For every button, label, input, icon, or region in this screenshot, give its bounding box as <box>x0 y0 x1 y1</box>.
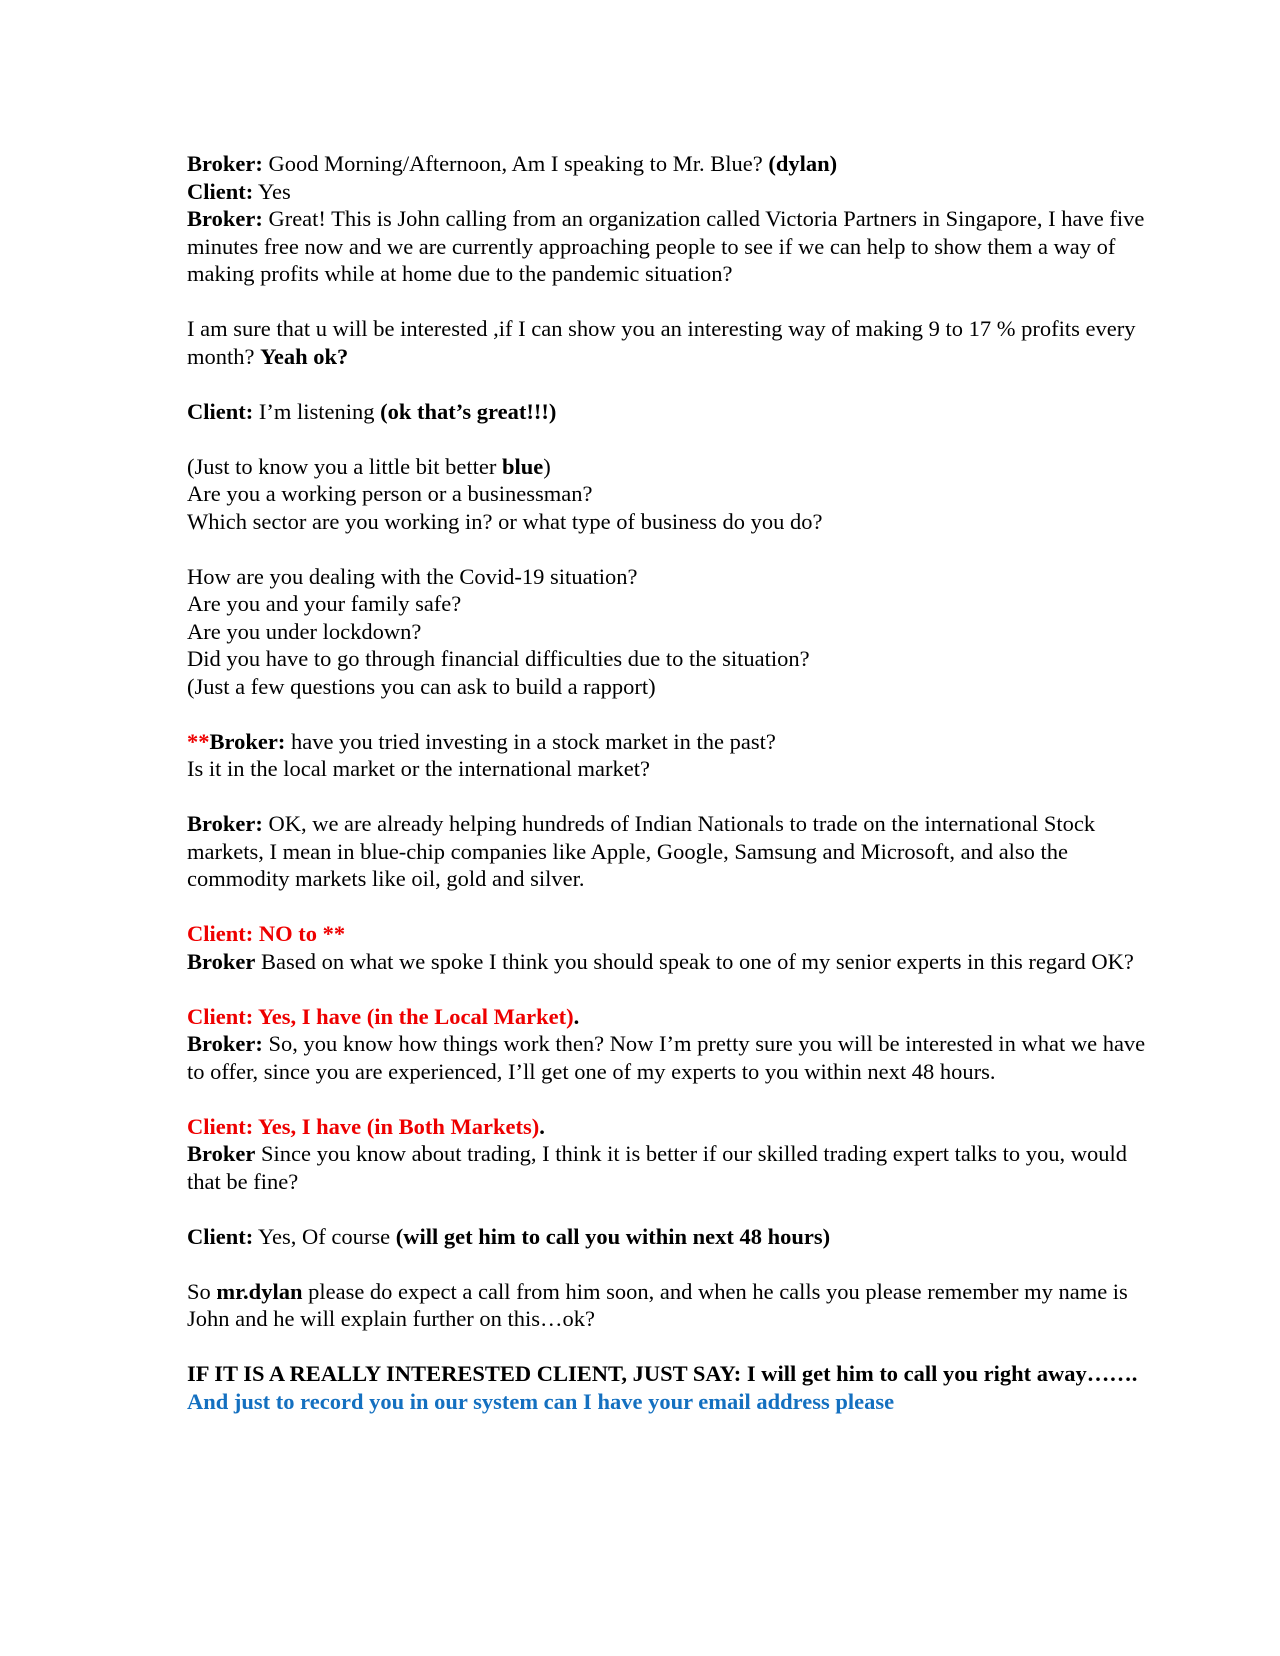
speaker-label: Broker: <box>187 206 263 231</box>
profit-pitch: I am sure that u will be interested ,if I can show you an interesting way of making 9 to 17 % profits every month? Yeah ok? <box>187 316 1136 369</box>
spacer <box>187 783 1160 811</box>
interested-client-note: IF IT IS A REALLY INTERESTED CLIENT, JUST SAY: I will get him to call you right away……. <box>187 1361 1138 1386</box>
client-no-heading: Client: NO to ** <box>187 921 346 946</box>
email-request: And just to record you in our system can I have your email address please <box>187 1388 895 1414</box>
spacer <box>187 370 1160 398</box>
question-market: Is it in the local market or the international market? <box>187 756 650 781</box>
client-local-heading: Client: Yes, I have (in the Local Market). <box>187 1003 580 1029</box>
marker-stars: ** <box>187 728 210 754</box>
client-listening: Client: I’m listening (ok that’s great!!!) <box>187 398 557 424</box>
spacer <box>187 535 1160 563</box>
speaker-label: Broker: <box>187 1031 263 1056</box>
question-lockdown: Are you under lockdown? <box>187 618 422 644</box>
speaker-label: Client: <box>187 1223 254 1249</box>
broker-no-response: Broker Based on what we spoke I think you should speak to one of my senior experts in this regard OK? <box>187 948 1134 974</box>
rapport-note: (Just a few questions you can ask to build a rapport) <box>187 673 656 699</box>
spacer <box>187 1250 1160 1278</box>
spacer <box>187 893 1160 921</box>
broker-both-response: Broker Since you know about trading, I think it is better if our skilled trading expert talks to you, would that be fine? <box>187 1141 1128 1194</box>
spacer <box>187 1333 1160 1361</box>
question-family: Are you and your family safe? <box>187 591 462 616</box>
speaker-label: Broker: <box>187 811 263 836</box>
question-financial: Did you have to go through financial difficulties due to the situation? <box>187 646 810 671</box>
broker-intro: Broker: Great! This is John calling from an organization called Victoria Partners in Singapore, I have five minutes free now and we are currently approaching people to see if we can help to show them a way of making profits while at home due to the pandemic situation? <box>187 206 1145 286</box>
broker-greeting: Broker: Good Morning/Afternoon, Am I speaking to Mr. Blue? (dylan) <box>187 151 838 176</box>
spacer <box>187 1195 1160 1223</box>
speaker-label: Broker: <box>209 728 286 754</box>
expect-call: So mr.dylan please do expect a call from him soon, and when he calls you please remember my name is John and he will explain further on this…ok? <box>187 1278 1128 1331</box>
broker-local-response: Broker: So, you know how things work then? Now I’m pretty sure you will be interested in what we have to offer, since you are experienced, I’ll get one of my experts to you within next 48 hours. <box>187 1031 1146 1084</box>
speaker-label: Client: <box>187 398 254 424</box>
spacer <box>187 288 1160 316</box>
question-work: Are you a working person or a businessman? <box>187 481 593 506</box>
broker-investing-question: **Broker: have you tried investing in a stock market in the past? <box>187 728 776 754</box>
client-of-course: Client: Yes, Of course (will get him to call you within next 48 hours) <box>187 1223 831 1249</box>
spacer <box>187 425 1160 453</box>
client-both-heading: Client: Yes, I have (in Both Markets). <box>187 1113 545 1139</box>
spacer <box>187 975 1160 1003</box>
rapport-intro: (Just to know you a little bit better blue) <box>187 453 551 479</box>
question-covid: How are you dealing with the Covid-19 situation? <box>187 563 638 589</box>
spacer <box>187 700 1160 728</box>
question-sector: Which sector are you working in? or what type of business do you do? <box>187 508 823 534</box>
speaker-label: Broker <box>187 1141 256 1166</box>
speaker-label: Client: <box>187 178 254 204</box>
speaker-label: Broker <box>187 948 256 974</box>
speaker-label: Broker: <box>187 151 263 176</box>
spacer <box>187 1085 1160 1113</box>
broker-markets: Broker: OK, we are already helping hundreds of Indian Nationals to trade on the international Stock markets, I mean in blue-chip companies like Apple, Google, Samsung and Microsoft, and also the commodity markets like oil, gold and silver. <box>187 811 1096 891</box>
client-reply: Client: Yes <box>187 178 291 204</box>
